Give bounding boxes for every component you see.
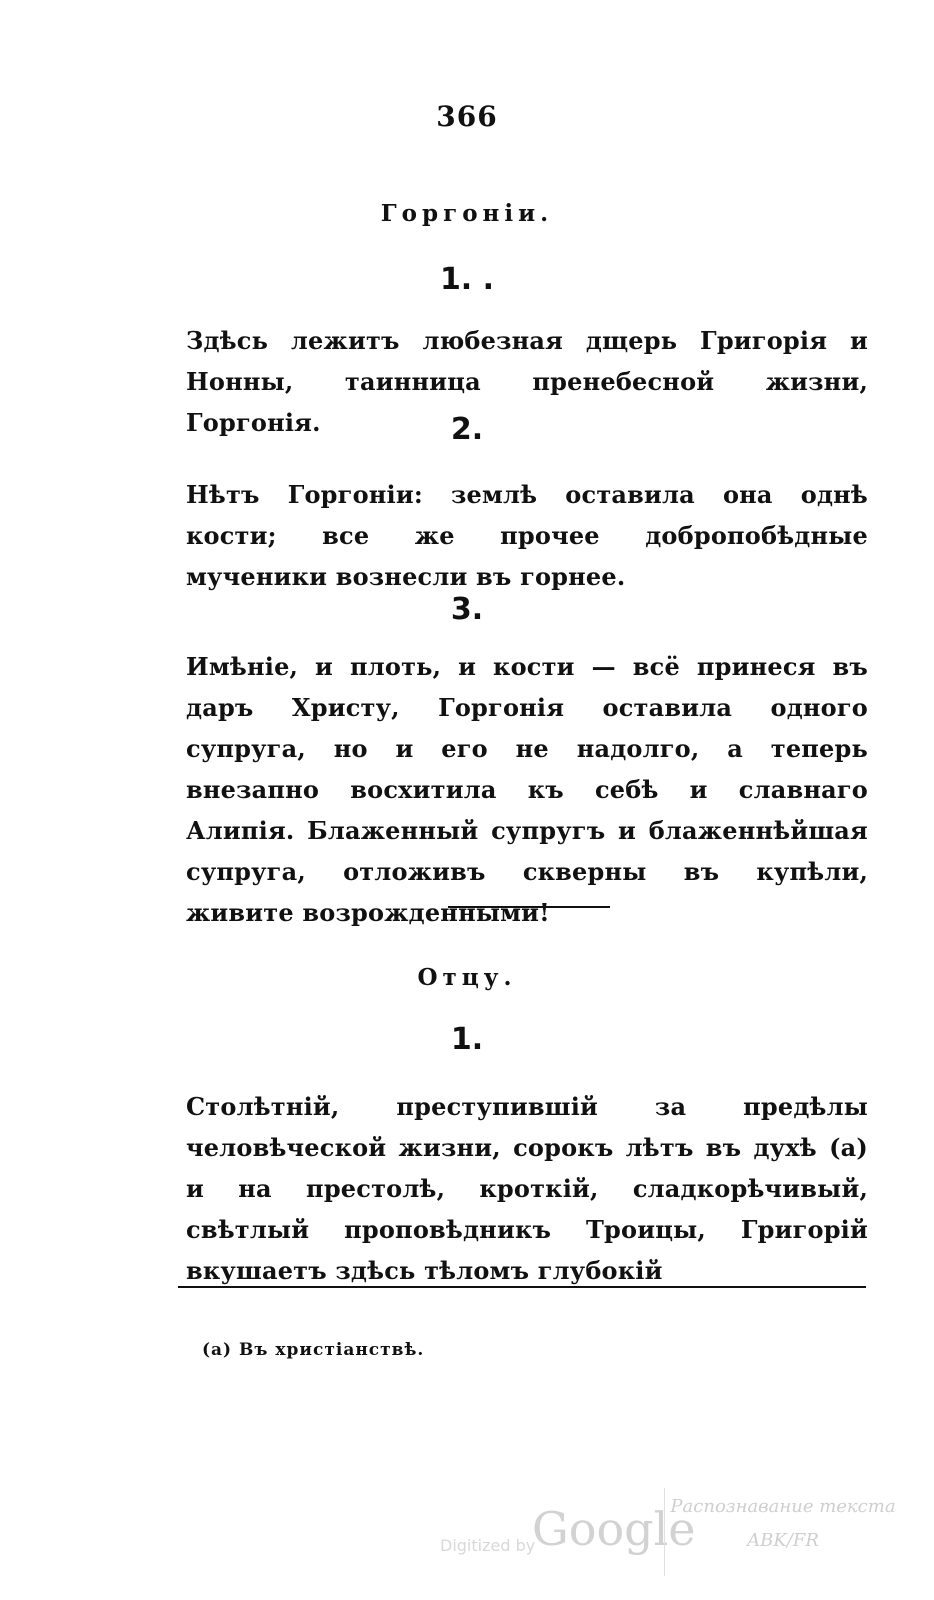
page-number: 366 [436, 100, 498, 133]
epigram-number: 3. [450, 592, 484, 627]
epigram-text: Нѣтъ Горгоніи: землѣ оставила она однѣ кости; все же прочее добропобѣдные мученики вознесли въ горнее. [186, 480, 868, 591]
google-logo: Google [532, 1502, 696, 1556]
epigram-text: Столѣтній, преступившій за предѣлы человѣческой жизни, сорокъ лѣтъ въ духѣ (а) и на престолѣ, кроткій, сладкорѣчивый, свѣтлый проповѣдникъ Троицы, Григорій вкушаетъ здѣсь тѣломъ глубокій [186, 1092, 868, 1285]
watermark-separator [664, 1488, 665, 1576]
epigram-number: 1. [450, 1022, 484, 1057]
digitized-by-text: Digitized by [440, 1536, 536, 1555]
epigram-text: Здѣсь лежитъ любезная дщерь Григорія и Нонны, таинница пренебесной жизни, Горгонія. [186, 326, 868, 437]
epigram-number: 2. [450, 412, 484, 447]
section-title-father: Отцу. [417, 964, 517, 991]
section-divider [448, 906, 610, 908]
epigram-text: Имѣніе, и плоть, и кости — всё принеся въ даръ Христу, Горгонія оставила одного супруга, но и его не надолго, а теперь внезапно восхитила къ себѣ и славнаго Алипія. Блаженный супругъ и блаженнѣйшая супруга, отложивъ скверны въ купѣли, живите возрожденными! [186, 652, 868, 927]
footnote-rule [178, 1286, 866, 1288]
epigram-number: 1. . [439, 262, 495, 297]
footnote: (а) Въ христіанствѣ. [202, 1340, 425, 1360]
ocr-credit-line: ABK/FR [747, 1530, 819, 1551]
ocr-credit-line: Распознавание текста [670, 1496, 896, 1517]
ocr-credit [668, 1490, 898, 1558]
section-title-gorgonia: Горгонiи. [380, 200, 554, 227]
